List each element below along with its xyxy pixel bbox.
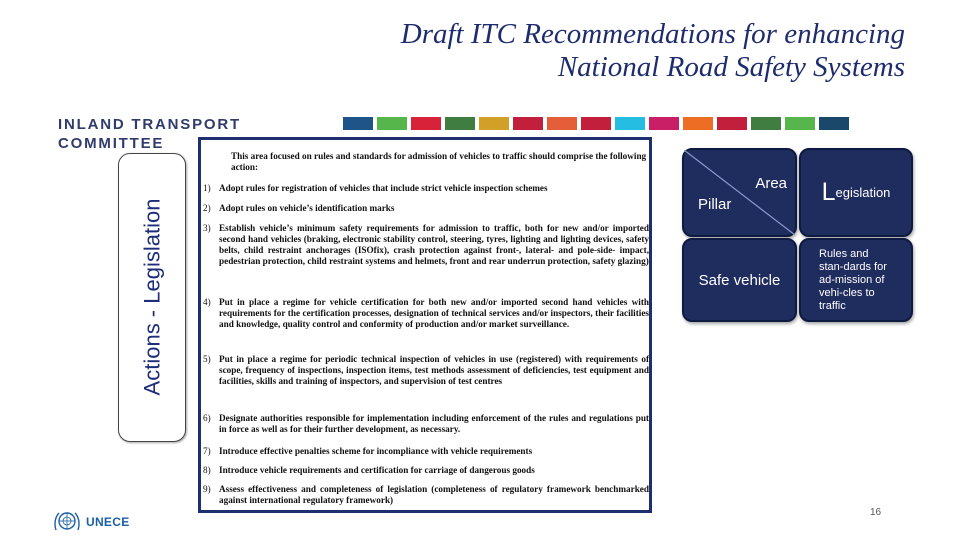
list-item — [203, 203, 649, 214]
safe-vehicle-label: Safe vehicle — [698, 271, 781, 289]
list-item — [203, 223, 649, 267]
item-text: Adopt rules for registration of vehicles that include strict vehicle inspection schemes — [219, 183, 548, 193]
sdg-color-strip — [343, 117, 849, 130]
item-text: Introduce vehicle requirements and certification for carriage of dangerous goods — [219, 465, 535, 475]
item-text: Introduce effective penalties scheme for incompliance with vehicle requirements — [219, 446, 533, 456]
document-intro: This area focused on rules and standards for admission of vehicles to traffic should comprise the following action: — [231, 151, 647, 172]
pillar-label: Pillar — [698, 196, 732, 213]
committee-line1: INLAND TRANSPORT — [58, 116, 241, 133]
item-number: 7) — [203, 446, 211, 456]
sdg-color-block — [343, 117, 373, 130]
item-number: 6) — [203, 413, 211, 423]
legislation-rest: egislation — [835, 185, 891, 200]
sdg-color-block — [683, 117, 713, 130]
item-number: 1) — [203, 183, 211, 193]
item-text: Adopt rules on vehicle’s identification marks — [219, 203, 395, 213]
list-item — [203, 484, 649, 506]
item-number: 9) — [203, 484, 211, 494]
sdg-color-block — [751, 117, 781, 130]
item-text: Designate authorities responsible for implementation including enforcement of the rules and regulations put in force as well as for their further development, as necessary. — [219, 413, 649, 434]
committee-line2: COMMITTEE — [58, 135, 165, 152]
item-number: 5) — [203, 354, 211, 364]
rules-text: Rules and stan-dards for ad-mission of vehi-cles to traffic — [819, 247, 887, 312]
item-number: 8) — [203, 465, 211, 475]
page-number: 16 — [870, 507, 882, 518]
sdg-color-block — [581, 117, 611, 130]
sdg-color-block — [785, 117, 815, 130]
sdg-color-block — [513, 117, 543, 130]
slide-title-line2: National Road Safety Systems — [557, 51, 905, 83]
sdg-color-block — [819, 117, 849, 130]
legislation-document — [198, 137, 652, 513]
side-label-box — [118, 153, 186, 442]
list-item — [203, 354, 649, 387]
sdg-color-block — [649, 117, 679, 130]
slide-title-line1: Draft ITC Recommendations for enhancing — [400, 18, 905, 50]
slide-title — [265, 18, 905, 84]
diagonal-divider — [684, 150, 795, 235]
legislation-initial: L — [821, 178, 836, 206]
item-number: 4) — [203, 297, 211, 307]
safe-vehicle-cell — [682, 238, 797, 322]
sdg-color-block — [445, 117, 475, 130]
sdg-color-block — [479, 117, 509, 130]
side-label-text: Actions - Legislation — [139, 198, 165, 396]
unece-logo — [52, 508, 130, 536]
unece-text: UNECE — [86, 515, 130, 529]
area-label: Area — [755, 175, 787, 192]
un-emblem-icon — [52, 508, 82, 536]
list-item — [203, 465, 649, 476]
legislation-header-cell — [799, 148, 913, 237]
rules-cell — [799, 238, 913, 322]
item-text: Establish vehicle’s minimum safety requirements for admission to traffic, both for new and/or imported second hand vehicles (braking, electronic stability control, steering, tyres, lighting and lighting devices, safety belts, child restraint anchorages (ISOfix), crash protection against front-, lateral- and pole-side- impact, pedestrian protection, child restraint systems and helmets, front and rear underrun protection, safety glazing) — [219, 223, 649, 266]
sdg-color-block — [717, 117, 747, 130]
sdg-color-block — [547, 117, 577, 130]
item-text: Put in place a regime for vehicle certification for both new and/or imported second hand vehicles with requirements for the certification processes, designation of technical services and/or inspectors, their facilities and knowledge, quality control and conformity of production and/or market surveillance. — [219, 297, 649, 329]
item-number: 2) — [203, 203, 211, 213]
item-text: Assess effectiveness and completeness of legislation (completeness of regulatory framework benchmarked against international regulatory framework) — [219, 484, 649, 505]
list-item — [203, 183, 649, 194]
area-pillar-header-cell — [682, 148, 797, 237]
item-number: 3) — [203, 223, 211, 233]
item-text: Put in place a regime for periodic technical inspection of vehicles in use (registered) with requirements of scope, frequency of inspections, inspection items, test methods assessment of deficiencies, test equipment and facilities, skills and training of inspectors, and supervision of test centres — [219, 354, 649, 386]
sdg-color-block — [377, 117, 407, 130]
list-item — [203, 446, 649, 457]
list-item — [203, 413, 649, 435]
sdg-color-block — [411, 117, 441, 130]
sdg-color-block — [615, 117, 645, 130]
list-item — [203, 297, 649, 330]
